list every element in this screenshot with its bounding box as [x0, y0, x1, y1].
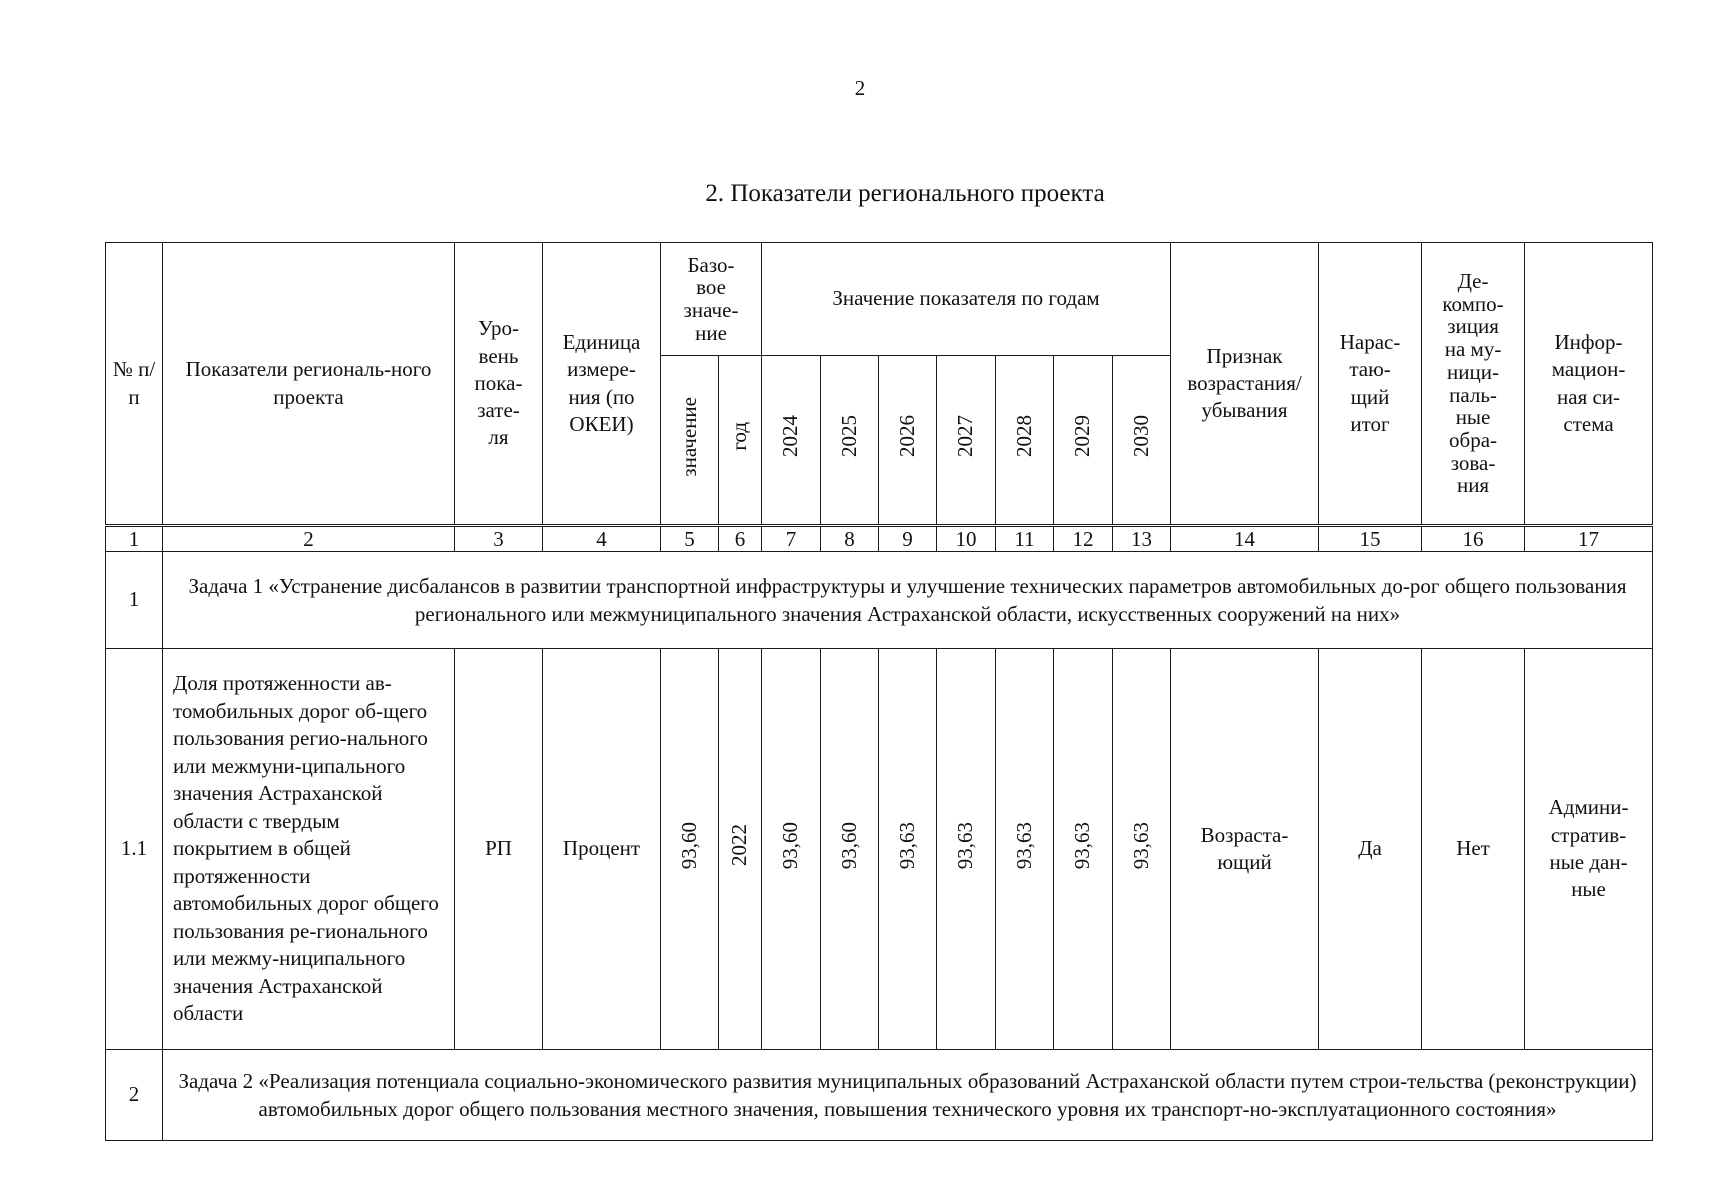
- indicator-year-value-text: 93,60: [836, 821, 861, 869]
- indicator-base-year: [719, 649, 762, 1050]
- indicator-name: Доля протяженности ав-томобильных дорог об-щего пользования регио-нального или межмуни-ципального значения Астраханской области с твердым покрытием в общей протяженности автомобильных дорог общего пользования ре-гионального или межму-ниципального значения Астраханской области: [163, 649, 455, 1050]
- header-base-value: [661, 356, 719, 526]
- indicator-year-value-text: 93,63: [894, 821, 919, 869]
- header-sign: Признак возрастания/ убывания: [1171, 243, 1319, 526]
- column-number: 7: [762, 526, 821, 552]
- indicator-year-value: [1113, 649, 1171, 1050]
- header-year: [879, 356, 937, 526]
- header-year: [1054, 356, 1113, 526]
- indicator-row: [106, 649, 1653, 1050]
- column-number: 4: [543, 526, 661, 552]
- indicator-year-value: [996, 649, 1054, 1050]
- task-1-text: Задача 1 «Устранение дисбалансов в развитии транспортной инфраструктуры и улучшение технических параметров автомобильных до-рог общего пользования регионального или межмуниципального значения Астраханской области, искусственных сооружений на них»: [163, 552, 1653, 649]
- header-info-system: Инфор-мацион-ная си-стема: [1525, 243, 1653, 526]
- header-year-label: 2029: [1070, 415, 1095, 458]
- header-year: [937, 356, 996, 526]
- header-year-label: 2030: [1128, 415, 1153, 458]
- header-cumulative: Нарас-таю-щий итог: [1319, 243, 1422, 526]
- indicator-level: РП: [455, 649, 543, 1050]
- header-year-label: 2026: [894, 415, 919, 458]
- column-number-row: [106, 526, 1653, 552]
- indicator-year-value-text: 93,63: [1011, 821, 1036, 869]
- header-year: [821, 356, 879, 526]
- header-year-label: 2024: [778, 415, 803, 458]
- header-indicator: Показатели региональ-ного проекта: [163, 243, 455, 526]
- section-title: 2. Показатели регионального проекта: [705, 180, 1105, 207]
- indicator-year-value: [1054, 649, 1113, 1050]
- header-base-year: [719, 356, 762, 526]
- column-number: 14: [1171, 526, 1319, 552]
- indicator-base-value: [661, 649, 719, 1050]
- task-2-text: Задача 2 «Реализация потенциала социально-экономического развития муниципальных образований Астраханской области путем строи-тельства (реконструкции) автомобильных дорог общего пользования местного значения, повышения технического уровня их транспорт-но-эксплуатационного состояния»: [163, 1050, 1653, 1141]
- column-number: 16: [1422, 526, 1525, 552]
- header-row-top: [106, 243, 1653, 356]
- column-number: 8: [821, 526, 879, 552]
- indicator-year-value-text: 93,63: [1128, 821, 1153, 869]
- column-number: 13: [1113, 526, 1171, 552]
- column-number: 15: [1319, 526, 1422, 552]
- header-num: № п/п: [106, 243, 163, 526]
- column-number: 11: [996, 526, 1054, 552]
- indicators-table: [105, 242, 1653, 1141]
- header-decomposition: Де-компо-зиция на му-ници-паль-ные обра-зова-ния: [1422, 243, 1525, 526]
- column-number: 10: [937, 526, 996, 552]
- indicator-year-value: [821, 649, 879, 1050]
- column-number: 1: [106, 526, 163, 552]
- header-year: [996, 356, 1054, 526]
- header-base-value-label: значение: [676, 396, 701, 477]
- indicator-number: 1.1: [106, 649, 163, 1050]
- column-number: 3: [455, 526, 543, 552]
- column-number: 9: [879, 526, 937, 552]
- indicator-year-value: [762, 649, 821, 1050]
- indicator-year-value-text: 93,63: [1070, 821, 1095, 869]
- task-1-number: 1: [106, 552, 163, 649]
- indicator-base-year-text: 2022: [727, 824, 752, 867]
- header-years-group: Значение показателя по годам: [762, 243, 1171, 356]
- column-number: 2: [163, 526, 455, 552]
- header-year-label: 2025: [836, 415, 861, 458]
- column-number: 17: [1525, 526, 1653, 552]
- task-1-row: [106, 552, 1653, 649]
- indicator-year-value-text: 93,63: [953, 821, 978, 869]
- header-base-year-label: год: [727, 422, 752, 451]
- task-2-number: 2: [106, 1050, 163, 1141]
- page-number: 2: [854, 76, 866, 100]
- indicator-year-value: [937, 649, 996, 1050]
- header-year: [762, 356, 821, 526]
- header-year: [1113, 356, 1171, 526]
- indicator-year-value: [879, 649, 937, 1050]
- indicator-decomposition: Нет: [1422, 649, 1525, 1050]
- indicator-cumulative: Да: [1319, 649, 1422, 1050]
- indicator-info-system: Админи-стратив-ные дан-ные: [1525, 649, 1653, 1050]
- indicator-base-value-text: 93,60: [676, 821, 701, 869]
- header-base: Базо-вое значе-ние: [661, 243, 762, 356]
- header-year-label: 2027: [953, 415, 978, 458]
- indicator-unit: Процент: [543, 649, 661, 1050]
- indicator-year-value-text: 93,60: [778, 821, 803, 869]
- indicator-sign: Возраста-ющий: [1171, 649, 1319, 1050]
- task-2-row: [106, 1050, 1653, 1141]
- header-level: Уро-вень пока-зате-ля: [455, 243, 543, 526]
- column-number: 5: [661, 526, 719, 552]
- column-number: 12: [1054, 526, 1113, 552]
- header-unit: Единица измере-ния (по ОКЕИ): [543, 243, 661, 526]
- header-year-label: 2028: [1011, 415, 1036, 458]
- column-number: 6: [719, 526, 762, 552]
